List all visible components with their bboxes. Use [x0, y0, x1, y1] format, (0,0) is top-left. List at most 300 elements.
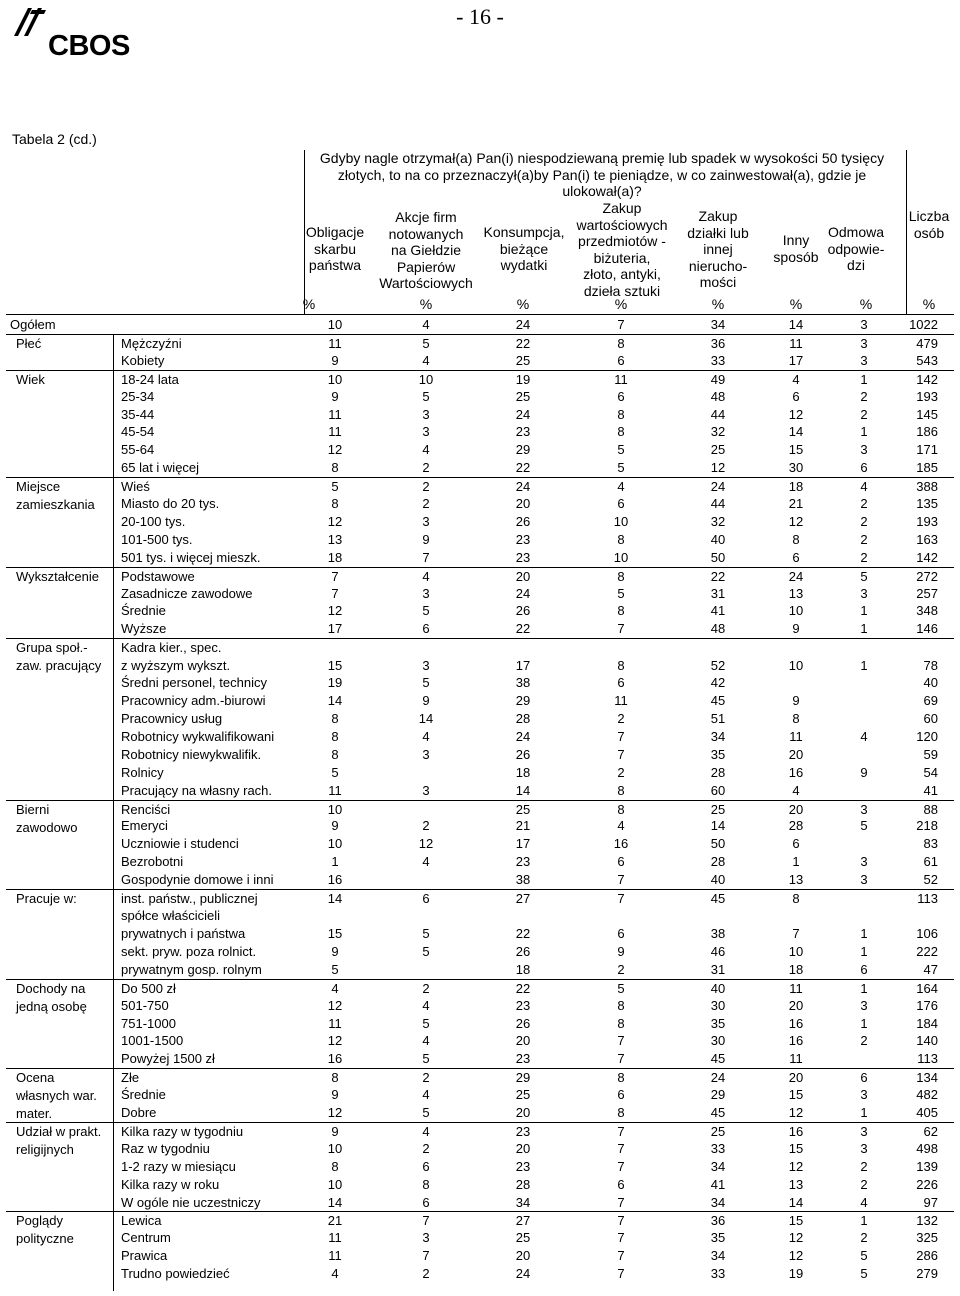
value-cell: 10: [327, 1140, 343, 1156]
value-cell: 2: [860, 513, 868, 529]
value-cell: 3: [422, 658, 430, 674]
row-label: Powyżej 1500 zł: [121, 1051, 215, 1067]
value-cell: 8: [331, 460, 339, 476]
value-cell: 6: [617, 352, 625, 368]
count-cell: 120: [916, 728, 938, 744]
value-cell: 18: [515, 961, 531, 977]
row-label: 65 lat i więcej: [121, 460, 200, 476]
value-cell: 16: [327, 872, 343, 888]
value-cell: 2: [422, 479, 430, 495]
value-cell: 48: [710, 621, 726, 637]
value-cell: 8: [617, 658, 625, 674]
value-cell: 12: [327, 513, 343, 529]
value-cell: 8: [617, 801, 625, 817]
value-cell: 26: [515, 603, 531, 619]
value-cell: 12: [327, 603, 343, 619]
value-cell: 8: [617, 782, 625, 798]
row-label: 501-750: [121, 997, 169, 1013]
row-label: 1001-1500: [121, 1033, 184, 1049]
value-cell: 6: [617, 388, 625, 404]
value-cell: 3: [860, 854, 868, 870]
value-cell: 7: [617, 1194, 625, 1210]
count-cell: 272: [916, 568, 938, 584]
value-cell: 38: [515, 872, 531, 888]
value-cell: 4: [422, 1087, 430, 1103]
value-cell: 42: [710, 675, 726, 691]
value-cell: 1: [860, 603, 868, 619]
value-cell: 35: [710, 1230, 726, 1246]
page-number: - 16 -: [456, 4, 504, 29]
table-row: [0, 513, 960, 531]
column-header: Liczba osób: [908, 208, 950, 241]
row-label: spółce właścicieli prywatnych i państwa: [121, 907, 246, 941]
value-cell: 28: [515, 711, 531, 726]
value-cell: 6: [792, 549, 800, 565]
value-cell: 16: [788, 1123, 804, 1139]
unit-label: %: [614, 296, 628, 312]
value-cell: 9: [331, 352, 339, 368]
value-cell: 7: [422, 1248, 430, 1264]
unit-label: %: [711, 296, 725, 312]
value-cell: 6: [422, 1194, 430, 1210]
value-cell: 16: [327, 1051, 343, 1067]
value-cell: 10: [327, 317, 343, 332]
value-cell: 10: [788, 943, 804, 959]
value-cell: 5: [331, 764, 339, 780]
value-cell: 49: [710, 371, 726, 387]
value-cell: 7: [617, 1158, 625, 1174]
value-cell: 22: [515, 980, 531, 996]
value-cell: 45: [710, 891, 726, 906]
value-cell: 13: [327, 531, 343, 547]
value-cell: 2: [422, 496, 430, 511]
count-cell: 193: [916, 388, 938, 404]
table-row: [0, 1247, 960, 1265]
value-cell: 41: [710, 603, 726, 619]
row-label: sekt. pryw. poza rolnict.: [121, 943, 257, 959]
count-cell: 132: [916, 1213, 938, 1229]
table-row: [0, 1050, 960, 1068]
value-cell: 16: [788, 764, 804, 780]
table-row: [0, 728, 960, 746]
table-row: [0, 817, 960, 835]
value-cell: 32: [710, 424, 726, 440]
value-cell: 15: [327, 658, 343, 674]
value-cell: 4: [860, 728, 868, 744]
group-label: Udział w prakt. religijnych: [16, 1123, 102, 1157]
value-cell: 25: [710, 442, 726, 458]
table-row: [0, 531, 960, 549]
table-row: [0, 871, 960, 889]
value-cell: 20: [515, 1140, 531, 1156]
value-cell: 8: [617, 424, 625, 440]
value-cell: 7: [617, 872, 625, 888]
value-cell: 1: [860, 943, 868, 959]
count-cell: 113: [917, 1051, 938, 1067]
table-row: [0, 782, 960, 800]
logo-text: CBOS: [48, 30, 130, 62]
value-cell: 3: [860, 801, 868, 817]
value-cell: 24: [515, 1266, 531, 1282]
column-header: Odmowa odpowie- dzi: [827, 224, 885, 273]
count-cell: 405: [916, 1105, 938, 1120]
count-cell: 1022: [909, 317, 938, 332]
value-cell: 16: [788, 1015, 804, 1031]
value-cell: 40: [710, 531, 726, 547]
value-cell: 4: [422, 854, 430, 870]
value-cell: 50: [710, 836, 726, 852]
value-cell: 24: [515, 479, 531, 495]
value-cell: 8: [331, 711, 339, 726]
value-cell: 22: [710, 568, 726, 584]
value-cell: 9: [331, 943, 339, 959]
table-row: [0, 388, 960, 406]
value-cell: 2: [860, 1230, 868, 1246]
value-cell: 12: [327, 1033, 343, 1049]
value-cell: 4: [617, 818, 625, 834]
row-label: Średni personel, technicy: [121, 675, 267, 691]
value-cell: 26: [515, 746, 531, 762]
value-cell: 20: [515, 1248, 531, 1264]
value-cell: 12: [788, 1105, 804, 1120]
value-cell: 3: [422, 585, 430, 601]
value-cell: 6: [617, 1176, 625, 1192]
value-cell: 14: [788, 317, 804, 332]
value-cell: 19: [788, 1266, 804, 1282]
count-cell: 97: [923, 1194, 938, 1210]
value-cell: 20: [515, 1033, 531, 1049]
value-cell: 24: [515, 317, 531, 332]
row-label: Do 500 zł: [121, 980, 176, 996]
row-label: Raz w tygodniu: [121, 1140, 210, 1156]
value-cell: 14: [327, 891, 343, 906]
value-cell: 5: [422, 335, 430, 351]
value-cell: 8: [331, 746, 339, 762]
value-cell: 9: [331, 1123, 339, 1139]
value-cell: 8: [331, 1158, 339, 1174]
value-cell: 28: [788, 818, 804, 834]
row-label: Zasadnicze zawodowe: [121, 585, 253, 601]
group-label: Pracuje w:: [16, 891, 77, 906]
value-cell: 8: [617, 1105, 625, 1120]
value-cell: 40: [710, 872, 726, 888]
value-cell: 26: [515, 513, 531, 529]
value-cell: 3: [860, 1140, 868, 1156]
value-cell: 8: [617, 1070, 625, 1086]
group-label: Płeć: [16, 335, 42, 351]
group-label: Poglądy polityczne: [16, 1213, 74, 1247]
value-cell: 23: [515, 1158, 531, 1174]
group-label: Bierni zawodowo: [16, 801, 78, 835]
value-cell: 2: [422, 1266, 430, 1282]
value-cell: 45: [710, 1051, 726, 1067]
value-cell: 17: [327, 621, 343, 637]
count-cell: 226: [916, 1176, 938, 1192]
group-label: Wykształcenie: [16, 568, 99, 584]
value-cell: 8: [617, 335, 625, 351]
value-cell: 11: [789, 728, 803, 744]
value-cell: 27: [515, 1213, 531, 1229]
count-cell: 325: [916, 1230, 938, 1246]
table-row: [6, 638, 954, 675]
value-cell: 14: [418, 711, 434, 726]
value-cell: 22: [515, 621, 531, 637]
count-cell: 286: [916, 1248, 938, 1264]
value-cell: 4: [422, 352, 430, 368]
row-label: Dobre: [121, 1105, 157, 1120]
count-cell: 135: [916, 496, 938, 511]
value-cell: 7: [617, 1230, 625, 1246]
value-cell: 35: [710, 746, 726, 762]
table-row: [0, 1140, 960, 1158]
value-cell: 8: [617, 406, 625, 422]
value-cell: 12: [788, 406, 804, 422]
value-cell: 10: [788, 658, 804, 674]
table-caption: Tabela 2 (cd.): [12, 131, 97, 147]
value-cell: 29: [515, 693, 531, 709]
value-cell: 10: [327, 1176, 343, 1192]
value-cell: 3: [422, 424, 430, 440]
value-cell: 1: [860, 1105, 868, 1120]
value-cell: 46: [710, 943, 726, 959]
value-cell: 15: [327, 925, 343, 941]
value-cell: 10: [788, 603, 804, 619]
value-cell: 23: [515, 1123, 531, 1139]
value-cell: 45: [710, 1105, 726, 1120]
row-label: 35-44: [121, 406, 155, 422]
table-row: [6, 889, 954, 908]
table-row: [0, 423, 960, 441]
value-cell: 22: [515, 460, 531, 476]
value-cell: 5: [860, 568, 868, 584]
count-cell: 479: [916, 335, 938, 351]
value-cell: 8: [792, 891, 800, 906]
value-cell: 1: [792, 854, 800, 870]
value-cell: 7: [617, 746, 625, 762]
row-label: Średnie: [121, 603, 166, 619]
value-cell: 30: [788, 460, 804, 476]
value-cell: 13: [788, 1176, 804, 1192]
value-cell: 2: [422, 1140, 430, 1156]
count-cell: 543: [916, 352, 938, 368]
value-cell: 14: [788, 1194, 804, 1210]
row-label: 751-1000: [121, 1015, 176, 1031]
value-cell: 3: [422, 746, 430, 762]
count-cell: 146: [916, 621, 938, 637]
unit-label: %: [419, 296, 433, 312]
value-cell: 20: [788, 997, 804, 1013]
value-cell: 13: [788, 585, 804, 601]
row-label: Pracujący na własny rach.: [121, 782, 273, 798]
value-cell: 2: [860, 549, 868, 565]
row-label: Robotnicy niewykwalifik.: [121, 746, 262, 762]
value-cell: 12: [327, 1105, 343, 1120]
row-label: Rolnicy: [121, 764, 164, 780]
value-cell: 34: [710, 1158, 726, 1174]
value-cell: 8: [792, 531, 800, 547]
value-cell: 4: [860, 1194, 868, 1210]
value-cell: 4: [792, 782, 800, 798]
value-cell: 7: [617, 1213, 625, 1229]
value-cell: 4: [331, 1266, 339, 1282]
row-label: Pracownicy usług: [121, 711, 223, 726]
count-cell: 106: [916, 925, 938, 941]
value-cell: 40: [710, 980, 726, 996]
table-row: [0, 997, 960, 1015]
count-cell: 60: [923, 711, 938, 726]
value-cell: 3: [860, 1087, 868, 1103]
value-cell: 14: [515, 782, 531, 798]
value-cell: 23: [515, 997, 531, 1013]
value-cell: 2: [860, 531, 868, 547]
value-cell: 25: [710, 801, 726, 817]
value-cell: 5: [860, 1266, 868, 1282]
value-cell: 8: [617, 603, 625, 619]
value-cell: 7: [617, 1051, 625, 1067]
row-label: 101-500 tys.: [121, 531, 193, 547]
value-cell: 5: [331, 479, 339, 495]
value-cell: 12: [788, 1230, 804, 1246]
value-cell: 4: [860, 479, 868, 495]
value-cell: 10: [327, 801, 343, 817]
value-cell: 14: [327, 1194, 343, 1210]
count-cell: 59: [923, 746, 938, 762]
value-cell: 5: [422, 1015, 430, 1031]
value-cell: 38: [515, 675, 531, 691]
value-cell: 23: [515, 549, 531, 565]
table-row: [0, 1194, 960, 1212]
count-cell: 142: [916, 549, 938, 565]
count-cell: 52: [923, 872, 938, 888]
value-cell: 20: [515, 1105, 531, 1120]
value-cell: 9: [331, 388, 339, 404]
table-row: [0, 352, 960, 370]
value-cell: 60: [710, 782, 726, 798]
value-cell: 4: [792, 371, 800, 387]
value-cell: 36: [710, 335, 726, 351]
value-cell: 4: [422, 568, 430, 584]
row-label: Średnie: [121, 1087, 166, 1103]
value-cell: 19: [327, 675, 343, 691]
count-cell: 145: [916, 406, 938, 422]
value-cell: 2: [860, 388, 868, 404]
value-cell: 12: [418, 836, 434, 852]
value-cell: 8: [792, 711, 800, 726]
value-cell: 6: [617, 925, 625, 941]
value-cell: 27: [515, 891, 531, 906]
value-cell: 20: [788, 746, 804, 762]
question-text: Gdyby nagle otrzymał(a) Pan(i) niespodziewaną premię lub spadek w wysokości 50 tysięcy złotych, to na co przeznaczył(a)by Pan(i) te pieniądze, w co zainwestował(a), gdzie je ulokował(a)?: [319, 150, 885, 199]
value-cell: 30: [710, 997, 726, 1013]
value-cell: 16: [788, 1033, 804, 1049]
value-cell: 34: [710, 1194, 726, 1210]
value-cell: 25: [515, 352, 531, 368]
row-label: Gospodynie domowe i inni: [121, 872, 274, 888]
row-label: Podstawowe: [121, 568, 195, 584]
value-cell: 1: [860, 1213, 868, 1229]
row-label: 501 tys. i więcej mieszk.: [121, 549, 261, 565]
count-cell: 134: [916, 1070, 938, 1086]
value-cell: 5: [617, 585, 625, 601]
value-cell: 28: [515, 1176, 531, 1192]
value-cell: 5: [617, 980, 625, 996]
value-cell: 14: [788, 424, 804, 440]
value-cell: 23: [515, 424, 531, 440]
value-cell: 3: [422, 782, 430, 798]
value-cell: 15: [788, 1140, 804, 1156]
count-cell: 140: [916, 1033, 938, 1049]
value-cell: 8: [331, 496, 339, 511]
value-cell: 5: [617, 442, 625, 458]
value-cell: 4: [331, 980, 339, 996]
table-row: [0, 961, 960, 979]
value-cell: 3: [860, 335, 868, 351]
value-cell: 9: [792, 621, 800, 637]
value-cell: 20: [788, 801, 804, 817]
value-cell: 7: [331, 585, 339, 601]
count-cell: 184: [916, 1015, 938, 1031]
value-cell: 31: [710, 961, 726, 977]
count-cell: 163: [916, 531, 938, 547]
value-cell: 3: [860, 872, 868, 888]
value-cell: 51: [710, 711, 726, 726]
group-label: Ogółem: [10, 317, 56, 332]
row-label: Kobiety: [121, 352, 165, 368]
row-label: Emeryci: [121, 818, 168, 834]
row-label: Bezrobotni: [121, 854, 184, 870]
group-label: Wiek: [16, 371, 45, 387]
row-label: 45-54: [121, 424, 155, 440]
row-label: W ogóle nie uczestniczy: [121, 1194, 261, 1210]
value-cell: 3: [422, 513, 430, 529]
column-header: Inny sposób: [773, 232, 819, 265]
value-cell: 5: [422, 1051, 430, 1067]
value-cell: 26: [515, 1015, 531, 1031]
value-cell: 28: [710, 764, 726, 780]
value-cell: 52: [710, 658, 726, 674]
value-cell: 24: [515, 728, 531, 744]
value-cell: 9: [860, 764, 868, 780]
value-cell: 9: [792, 693, 800, 709]
value-cell: 20: [515, 568, 531, 584]
count-cell: 61: [923, 854, 938, 870]
value-cell: 15: [788, 1213, 804, 1229]
value-cell: 11: [614, 693, 628, 709]
value-cell: 16: [613, 836, 629, 852]
row-label: 20-100 tys.: [121, 513, 186, 529]
value-cell: 5: [860, 818, 868, 834]
value-cell: 21: [788, 496, 804, 511]
table-row: [0, 549, 960, 567]
unit-label: %: [302, 296, 316, 312]
value-cell: 4: [422, 442, 430, 458]
value-cell: 12: [788, 1248, 804, 1264]
value-cell: 8: [617, 531, 625, 547]
value-cell: 24: [710, 1070, 726, 1086]
value-cell: 3: [860, 997, 868, 1013]
value-cell: 7: [331, 568, 339, 584]
count-cell: 78: [923, 658, 938, 674]
count-cell: 257: [916, 585, 938, 601]
count-cell: 348: [916, 603, 938, 619]
row-label: Mężczyźni: [121, 335, 182, 351]
value-cell: 2: [860, 1158, 868, 1174]
count-cell: 83: [923, 836, 938, 852]
value-cell: 18: [327, 549, 343, 565]
value-cell: 11: [328, 1015, 342, 1031]
value-cell: 11: [328, 406, 342, 422]
value-cell: 11: [328, 1230, 342, 1246]
